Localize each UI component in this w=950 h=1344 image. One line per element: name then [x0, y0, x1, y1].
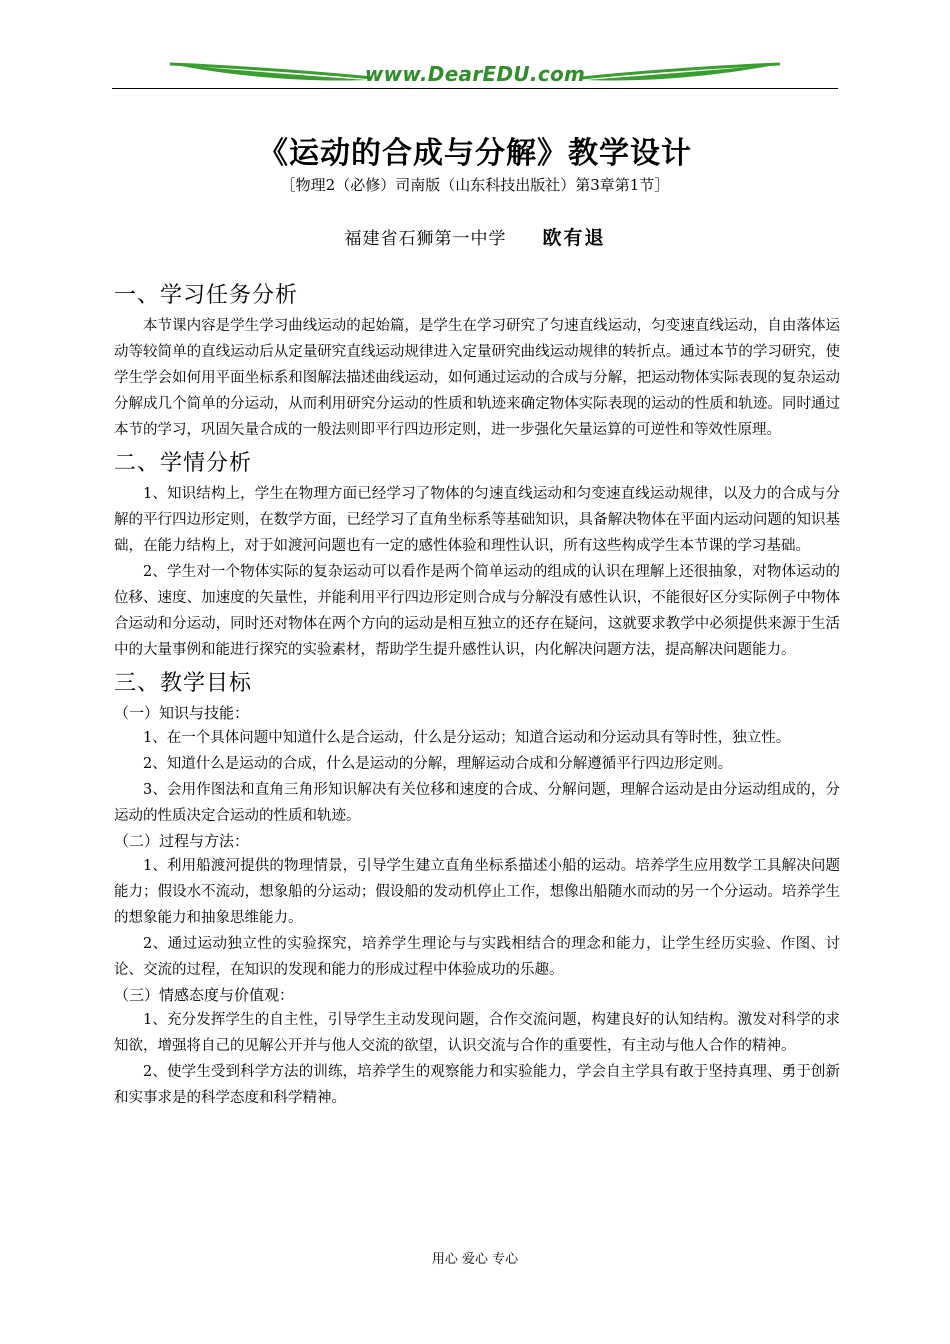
- document-subtitle: ［物理2（必修）司南版（山东科技出版社）第3章第1节］: [280, 176, 670, 194]
- subsection-heading: （三）情感态度与价值观：: [114, 986, 295, 1004]
- paragraph: 2、通过运动独立性的实验探究，培养学生理论与与实践相结合的理念和能力，让学生经历实验、作图、讨论、交流的过程，在知识的发现和能力的形成过程中体验成功的乐趣。: [114, 936, 840, 978]
- paragraph: 1、利用船渡河提供的物理情景，引导学生建立直角坐标系描述小船的运动。培养学生应用数学工具解决问题能力；假设水不流动，想象船的分运动；假设船的发动机停止工作，想像出船随水而动的另一个分运动。培养学生的想象能力和抽象思维能力。: [114, 858, 840, 926]
- paragraph: 2、知道什么是运动的合成，什么是运动的分解，理解运动合成和分解遵循平行四边形定则。: [143, 756, 733, 772]
- section-heading: 三、教学目标: [114, 671, 253, 696]
- site-brand-logo: www.DearEDU.com: [364, 62, 586, 86]
- paragraph: 1、知识结构上，学生在物理方面已经学习了物体的匀速直线运动和匀变速直线运动规律，以及力的合成与分解的平行四边形定则，在数学方面，已经学习了直角坐标系等基础知识，具备解决物体在平面内运动问题的知识基础，在能力结构上，对于如渡河问题也有一定的感性体验和理性认识，所有这些构成学生本节课的学习基础。: [114, 486, 840, 554]
- paragraph: 本节课内容是学生学习曲线运动的起始篇，是学生在学习研究了匀速直线运动，匀变速直线运动，自由落体运动等较简单的直线运动后从定量研究直线运动规律进入定量研究曲线运动规律的转折点。通过本节的学习研究，使学生学会如何用平面坐标系和图解法描述曲线运动，如何通过运动的合成与分解，把运动物体实际表现的复杂运动分解成几个简单的分运动，从而利用研究分运动的性质和轨迹来确定物体实际表现的运动的性质和轨迹。同时通过本节的学习，巩固矢量合成的一般法则即平行四边形定则，进一步强化矢量运算的可逆性和等效性原理。: [114, 318, 840, 438]
- page-footer: 用心 爱心 专心: [431, 1252, 519, 1267]
- author-line: [0, 223, 950, 250]
- section-heading: 一、学习任务分析: [114, 283, 299, 308]
- paragraph: 1、充分发挥学生的自主性，引导学生主动发现问题，合作交流问题，构建良好的认知结构。激发对科学的求知欲，增强将自己的见解公开并与他人交流的欲望，认识交流与合作的重要性，有主动与他人合作的精神。: [114, 1012, 840, 1054]
- document-title: 《运动的合成与分解》教学设计: [258, 136, 692, 171]
- section-heading: 二、学情分析: [114, 451, 253, 476]
- author-school: 福建省石狮第一中学: [344, 229, 507, 249]
- document-body: [114, 279, 840, 1111]
- paragraph: 2、使学生受到科学方法的训练，培养学生的观察能力和实验能力，学会自主学具有敢于坚持真理、勇于创新和实事求是的科学态度和科学精神。: [114, 1064, 840, 1106]
- header-divider: [112, 88, 838, 89]
- paragraph: 1、在一个具体问题中知道什么是合运动，什么是分运动；知道合运动和分运动具有等时性，独立性。: [143, 730, 791, 746]
- subsection-heading: （一）知识与技能：: [114, 704, 250, 722]
- paragraph: 3、会用作图法和直角三角形知识解决有关位移和速度的合成、分解问题，理解合运动是由分运动组成的，分运动的性质决定合运动的性质和轨迹。: [114, 782, 840, 824]
- subsection-heading: （二）过程与方法：: [114, 832, 250, 850]
- paragraph: 2、学生对一个物体实际的复杂运动可以看作是两个简单运动的组成的认识在理解上还很抽象，对物体运动的位移、速度、加速度的矢量性，并能利用平行四边形定则合成与分解没有感性认识，不能很好区分实际例子中物体合运动和分运动，同时还对物体在两个方向的运动是相互独立的还存在疑问，这就要求教学中必须提供来源于生活中的大量事例和能进行探究的实验素材，帮助学生提升感性认识，内化解决问题方法，提高解决问题能力。: [114, 564, 840, 658]
- author-name: 欧有退: [542, 227, 606, 249]
